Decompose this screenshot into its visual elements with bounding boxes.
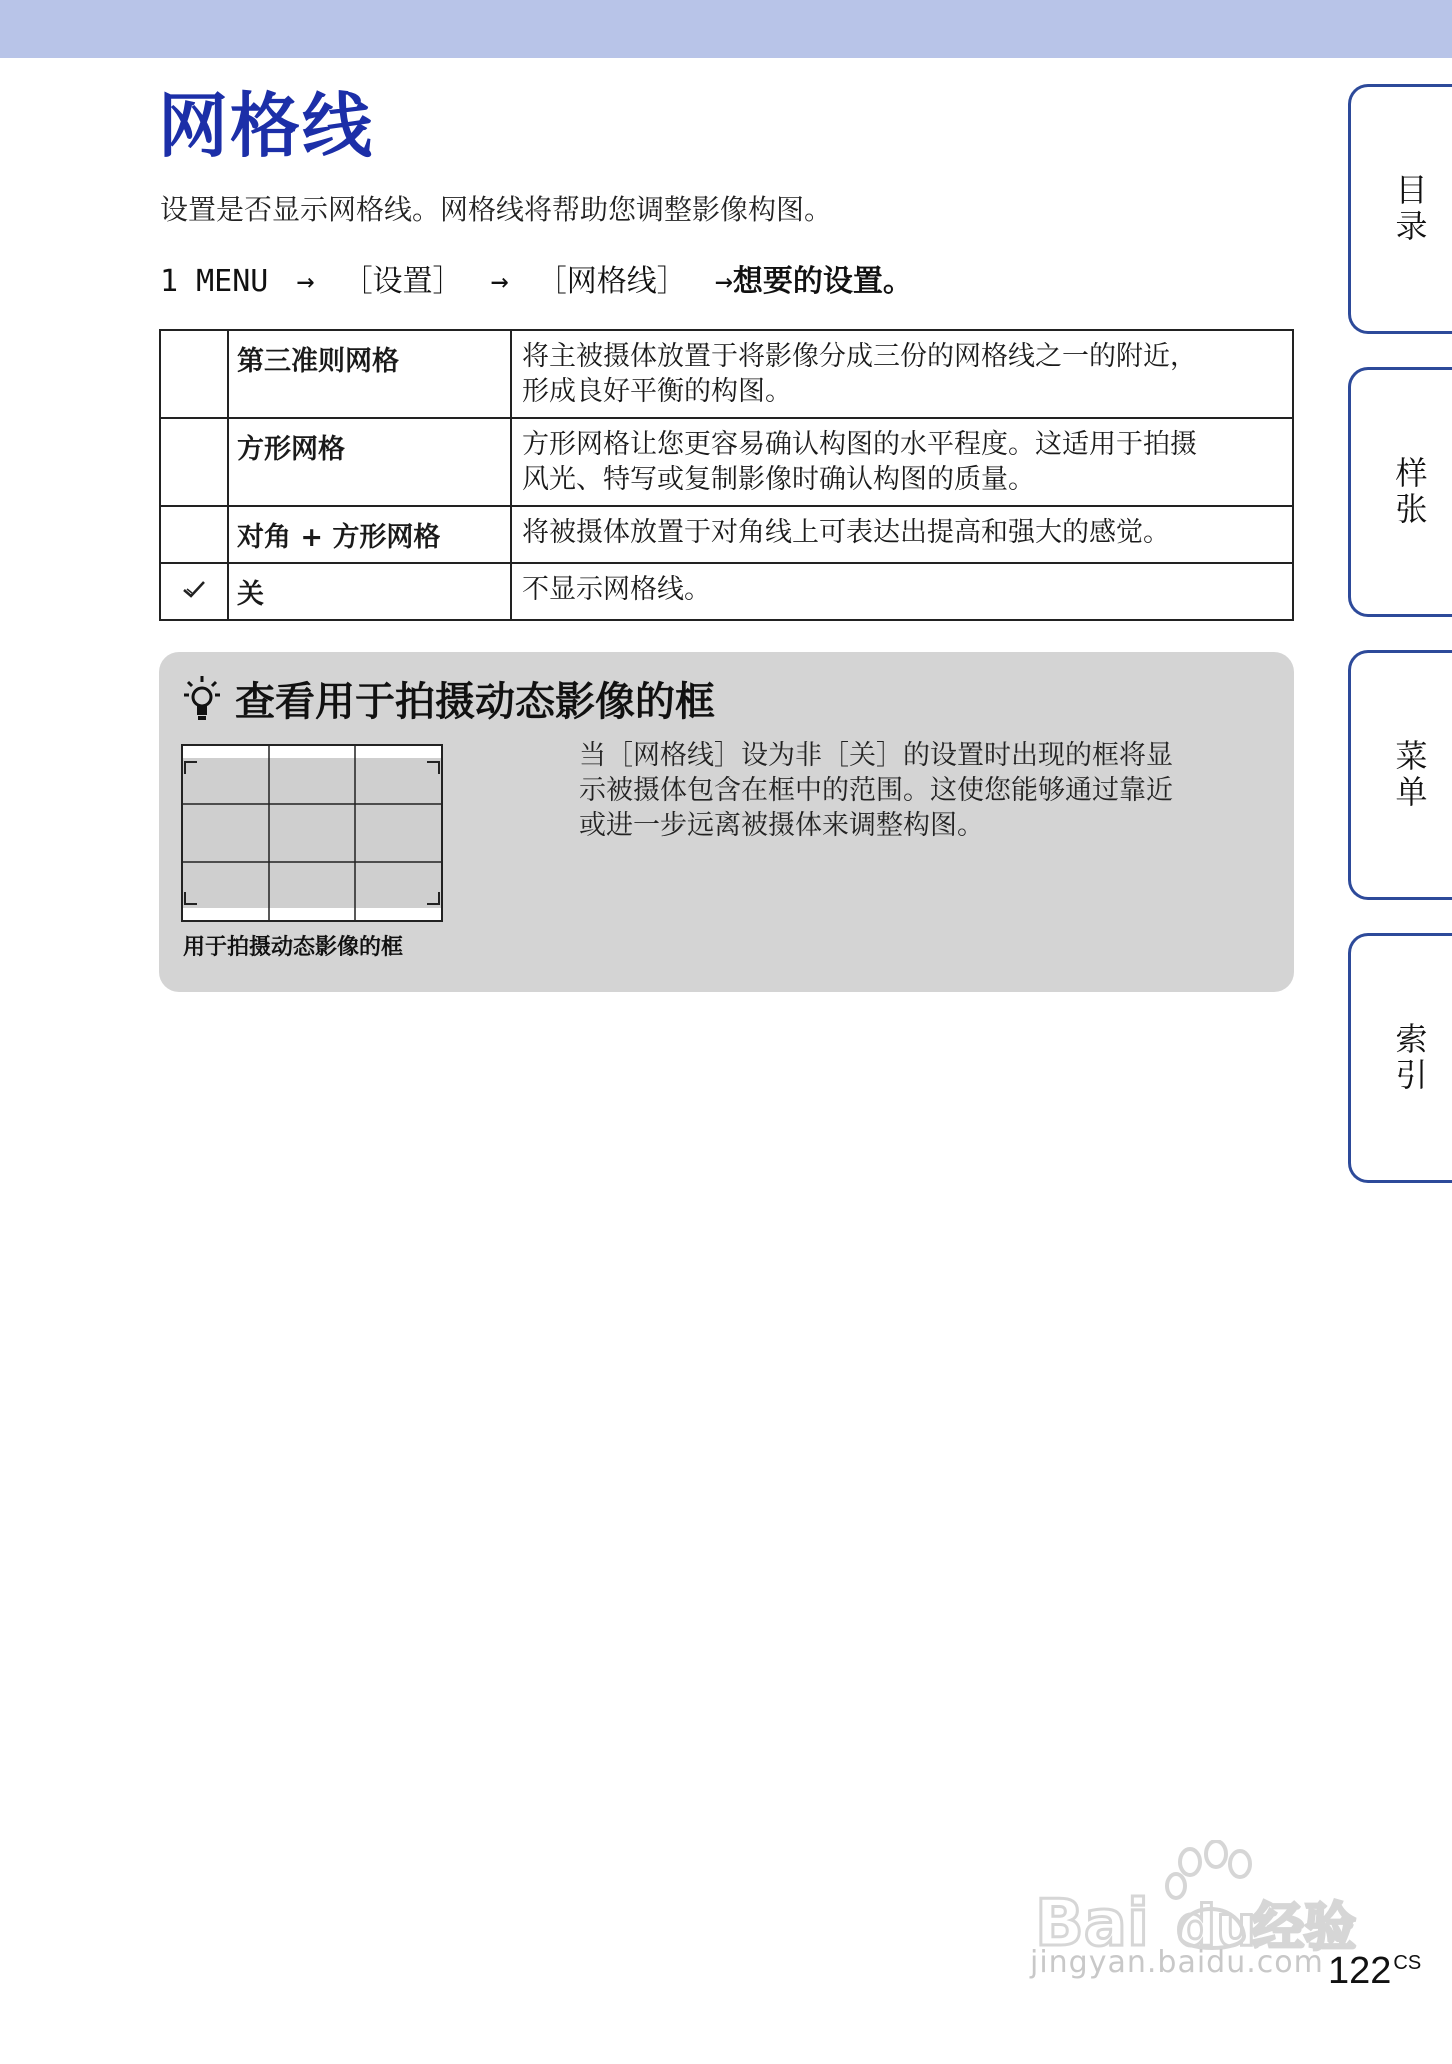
page-title: 网格线 xyxy=(158,85,374,167)
figure-caption: 用于拍摄动态影像的框 xyxy=(183,935,404,960)
page-number xyxy=(1328,1950,1421,1993)
desc-line: 风光、特写或复制影像时确认构图的质量。 xyxy=(522,464,1035,496)
step-final: 想要的设置。 xyxy=(732,264,913,299)
default-mark-cell xyxy=(160,418,228,506)
step-item-settings: ［设置］ xyxy=(342,264,463,299)
page-suffix: CS xyxy=(1393,1952,1422,1974)
tab-samples[interactable] xyxy=(1348,367,1452,617)
option-desc xyxy=(511,330,1293,418)
hint-line: 当［网格线］设为非［关］的设置时出现的框将显 xyxy=(579,740,1173,771)
hint-text xyxy=(579,738,1269,843)
tab-label: 索引 xyxy=(1390,1022,1429,1094)
table-row xyxy=(160,330,1293,418)
arrow-icon: → xyxy=(490,264,509,299)
tab-label: 菜单 xyxy=(1390,739,1429,811)
intro-text: 设置是否显示网格线。网格线将帮助您调整影像构图。 xyxy=(160,193,833,226)
option-name: 关 xyxy=(228,563,511,620)
watermark-url: jingyan.baidu.com xyxy=(1030,1945,1324,1980)
tab-index[interactable] xyxy=(1348,933,1452,1183)
step-number: 1 xyxy=(160,264,179,299)
svg-text:du: du xyxy=(1176,1894,1256,1959)
desc-line: 不显示网格线。 xyxy=(522,574,711,606)
desc-line: 将主被摄体放置于将影像分成三份的网格线之一的附近， xyxy=(522,341,1197,372)
default-mark-cell xyxy=(160,330,228,418)
hint-line: 示被摄体包含在框中的范围。这使您能够通过靠近 xyxy=(579,775,1173,807)
table-row xyxy=(160,563,1293,620)
hint-title xyxy=(183,670,715,727)
arrow-icon: → xyxy=(296,264,315,299)
baidu-watermark-logo xyxy=(1030,1840,1370,2010)
default-mark-cell xyxy=(160,563,228,620)
option-desc xyxy=(511,506,1293,563)
page-number-value: 122 xyxy=(1328,1950,1392,1992)
hint-line: 或进一步远离被摄体来调整构图。 xyxy=(579,810,984,842)
step-item-grid: ［网格线］ xyxy=(536,264,687,299)
table-row xyxy=(160,418,1293,506)
tab-menu[interactable] xyxy=(1348,650,1452,900)
tab-contents[interactable] xyxy=(1348,84,1452,334)
svg-text:Bai: Bai xyxy=(1035,1887,1149,1961)
options-table xyxy=(159,329,1294,621)
option-name: 第三准则网格 xyxy=(228,330,511,418)
svg-text:经验: 经验 xyxy=(1252,1898,1357,1958)
grid-frame-illustration xyxy=(183,746,441,920)
option-name: 方形网格 xyxy=(228,418,511,506)
top-banner xyxy=(0,0,1452,58)
tab-label: 样张 xyxy=(1390,456,1429,528)
hint-box xyxy=(159,652,1294,992)
tab-label: 目录 xyxy=(1390,173,1429,245)
movie-frame-figure xyxy=(181,744,443,922)
default-mark-cell xyxy=(160,506,228,563)
desc-line: 形成良好平衡的构图。 xyxy=(522,376,792,408)
table-row xyxy=(160,506,1293,563)
option-desc xyxy=(511,563,1293,620)
desc-line: 将被摄体放置于对角线上可表达出提高和强大的感觉。 xyxy=(522,517,1170,549)
menu-step xyxy=(160,256,913,300)
arrow-icon: → xyxy=(714,264,733,299)
option-name: 对角 + 方形网格 xyxy=(228,506,511,563)
check-icon xyxy=(181,578,207,600)
desc-line: 方形网格让您更容易确认构图的水平程度。这适用于拍摄 xyxy=(522,429,1197,461)
hint-title-text: 查看用于拍摄动态影像的框 xyxy=(235,679,715,725)
step-menu: MENU xyxy=(196,264,269,299)
lightbulb-icon xyxy=(183,674,221,724)
option-desc xyxy=(511,418,1293,506)
